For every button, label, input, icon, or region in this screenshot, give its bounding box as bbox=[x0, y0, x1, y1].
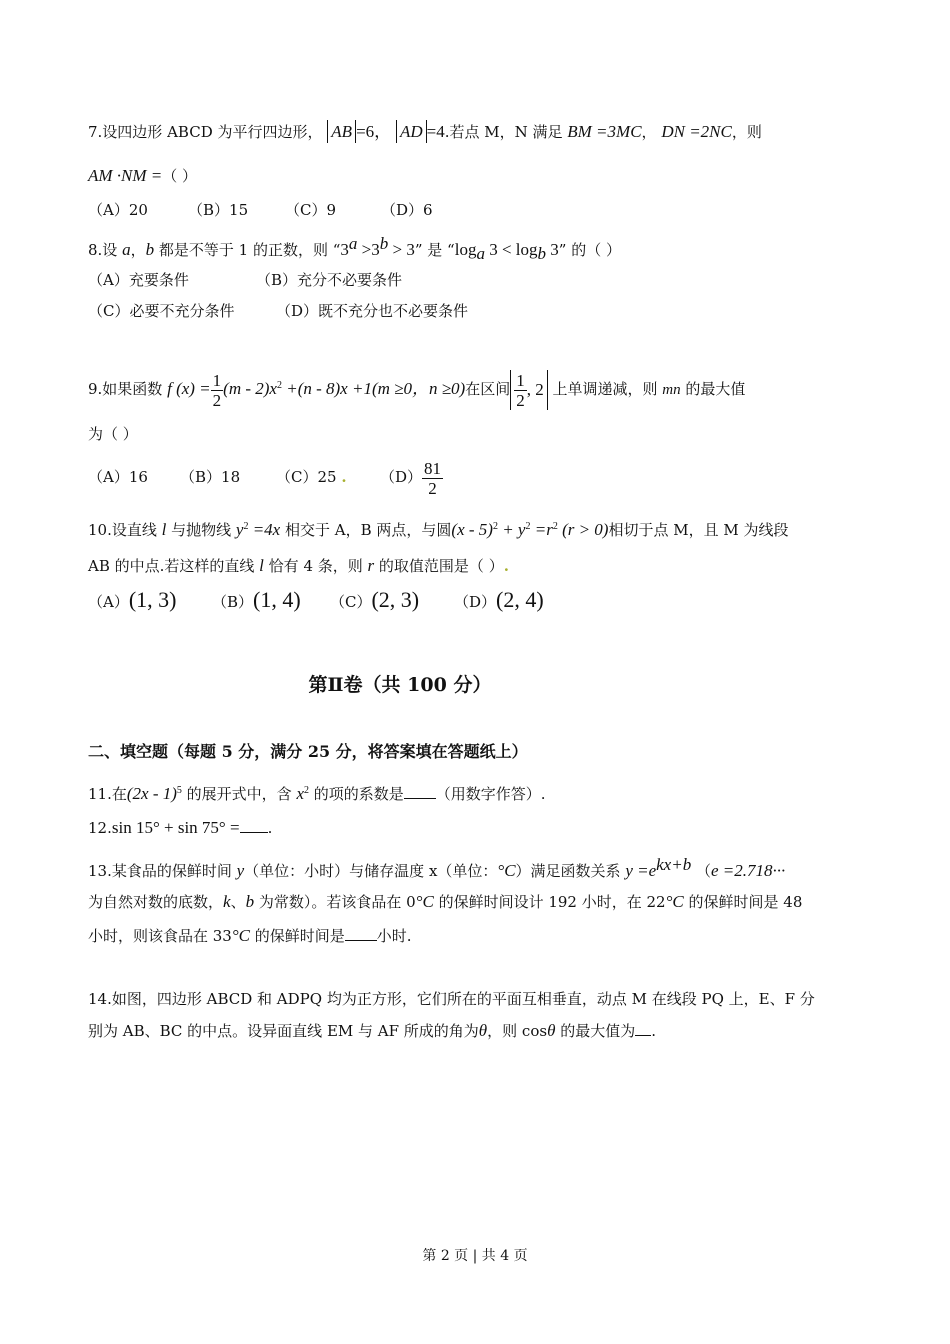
q10-options bbox=[88, 587, 544, 612]
q9-stem bbox=[88, 366, 745, 410]
var-l: l bbox=[161, 520, 167, 539]
q13-text: 、 bbox=[230, 893, 246, 911]
q13-line2 bbox=[88, 892, 802, 912]
math-sub: a bbox=[476, 244, 485, 263]
math-sup: 2 bbox=[243, 521, 249, 532]
q13-text: ）满足函数关系 bbox=[515, 862, 626, 880]
math: (r > 0) bbox=[557, 520, 609, 539]
math: e =2.718··· bbox=[710, 861, 786, 880]
math-sup: kx+b bbox=[656, 855, 692, 874]
math: log bbox=[515, 240, 538, 259]
denominator: 2 bbox=[428, 478, 437, 498]
page-footer: 第 2 页 | 共 4 页 bbox=[422, 1248, 528, 1264]
numerator: 1 bbox=[212, 370, 222, 390]
math: , 2 bbox=[526, 380, 544, 399]
q14-text: 别为 AB、BC 的中点。设异面直线 EM 与 AF 所成的角为 bbox=[88, 1022, 479, 1040]
q14-text: ，则 cos bbox=[487, 1022, 548, 1040]
math: 3 < bbox=[484, 240, 516, 259]
var-k: k bbox=[223, 892, 231, 911]
vector-product: AM ·NM = bbox=[88, 166, 163, 185]
q11-text: （用数字作答）. bbox=[435, 785, 546, 803]
vector-dn: DN =2NC bbox=[661, 122, 732, 141]
q13-text: 为常数）。若该食品在 0 bbox=[254, 893, 416, 911]
math: y bbox=[235, 520, 244, 539]
math-sup: 2 bbox=[552, 521, 558, 532]
q8-text: ， bbox=[130, 241, 146, 259]
option-value: (1, 4) bbox=[253, 587, 301, 612]
denominator: 2 bbox=[516, 390, 525, 410]
vector-bm: BM =3MC bbox=[567, 122, 642, 141]
answer-blank[interactable] bbox=[404, 784, 436, 799]
q8-stem bbox=[88, 234, 621, 264]
q10-text: 相交于 A，B 两点，与圆 bbox=[280, 521, 452, 539]
math: >3 bbox=[357, 240, 380, 259]
q12-text: 12. bbox=[88, 819, 112, 837]
option-label: （B） bbox=[212, 593, 254, 611]
answer-blank[interactable] bbox=[345, 926, 377, 941]
math: > 3 bbox=[388, 240, 415, 259]
fraction-half bbox=[211, 371, 224, 410]
q12 bbox=[88, 818, 272, 838]
q8-options-row1 bbox=[88, 270, 402, 290]
math: x bbox=[296, 784, 304, 803]
denominator: 2 bbox=[212, 390, 222, 410]
option-d: （D）6 bbox=[381, 201, 433, 219]
option-label: （A） bbox=[88, 593, 129, 611]
q8-text: 8.设 bbox=[88, 241, 123, 259]
part2-title: 第Ⅱ卷（共 100 分） bbox=[308, 674, 492, 696]
celsius: °C bbox=[497, 861, 516, 880]
math: 3 bbox=[546, 240, 559, 259]
q13-text: 小时. bbox=[376, 927, 412, 945]
var-r: r bbox=[367, 556, 375, 575]
math: log bbox=[454, 240, 477, 259]
q11-text: 的项的系数是 bbox=[308, 785, 404, 803]
q10-stem-line2 bbox=[88, 556, 509, 576]
q14-text: 的最大值为 bbox=[555, 1022, 636, 1040]
option-c: （C）必要不充分条件 bbox=[88, 302, 235, 320]
option-b bbox=[212, 587, 330, 612]
math: (m - 2)x bbox=[223, 379, 277, 398]
abs-ab: AB bbox=[327, 120, 356, 143]
q10-text: 10.设直线 bbox=[88, 521, 162, 539]
q13-line3 bbox=[88, 926, 412, 946]
math: (2x - 1) bbox=[126, 784, 177, 803]
section-heading: 二、填空题（每题 5 分，满分 25 分，将答案填在答题纸上） bbox=[88, 742, 528, 761]
fraction bbox=[514, 371, 527, 410]
q9-text: 上单调递减，则 bbox=[552, 380, 663, 398]
var-b: b bbox=[245, 892, 255, 911]
q9-text: 的最大值 bbox=[680, 380, 746, 398]
var-y: y bbox=[236, 861, 245, 880]
math: mn bbox=[662, 382, 681, 398]
math-sup: b bbox=[379, 234, 389, 253]
q8-text: ” 是 “ bbox=[414, 241, 455, 259]
var-theta: θ bbox=[547, 1021, 556, 1040]
var-b: b bbox=[145, 240, 155, 259]
q9-text: 在区间 bbox=[465, 380, 511, 398]
q10-stem bbox=[88, 517, 789, 540]
math-sup: 2 bbox=[525, 521, 531, 532]
q10-text: 相切于点 M，且 M 为线段 bbox=[608, 521, 789, 539]
q10-text: AB 的中点.若这样的直线 bbox=[88, 557, 260, 575]
q9-options bbox=[88, 456, 443, 498]
mark-dot: . bbox=[503, 557, 509, 575]
mark-dot: . bbox=[341, 468, 347, 486]
math-sup: 5 bbox=[176, 785, 182, 796]
q10-text: 的取值范围是（ ） bbox=[374, 557, 504, 575]
q13-text: 为自然对数的底数， bbox=[88, 893, 224, 911]
option-value: (2, 3) bbox=[371, 587, 420, 612]
q7-text: .若点 M，N 满足 bbox=[444, 123, 568, 141]
math: 3 bbox=[340, 240, 349, 259]
answer-paren: （ ） bbox=[162, 167, 198, 185]
interval bbox=[510, 370, 548, 410]
option-c: （C）25 bbox=[276, 468, 337, 486]
q11-text: 的展开式中，含 bbox=[181, 785, 297, 803]
q7-options bbox=[88, 200, 433, 220]
celsius: °C bbox=[665, 892, 684, 911]
answer-blank[interactable] bbox=[635, 1021, 651, 1036]
q14-line2 bbox=[88, 1021, 656, 1041]
q13-text: （单位：小时）与储存温度 x（单位： bbox=[244, 862, 498, 880]
q9-stem-line2: 为（ ） bbox=[88, 425, 138, 443]
q7-text: ， bbox=[641, 123, 657, 141]
q13-text: 的保鲜时间是 bbox=[250, 927, 345, 945]
var-a: a bbox=[122, 240, 131, 259]
q12-text: . bbox=[267, 819, 273, 837]
option-d: （D）既不充分也不必要条件 bbox=[276, 302, 469, 320]
math: sin 15° + sin 75° = bbox=[111, 818, 240, 837]
math: y =e bbox=[625, 861, 657, 880]
math: +(n - 8)x +1(m ≥0，n ≥0) bbox=[281, 379, 466, 398]
option-b: （B）18 bbox=[180, 468, 241, 486]
q13-text: （ bbox=[691, 862, 711, 880]
option-value: (2, 4) bbox=[496, 587, 544, 612]
option-a: （A）20 bbox=[88, 201, 148, 219]
option-b: （B）充分不必要条件 bbox=[256, 271, 403, 289]
option-a: （A）16 bbox=[88, 468, 148, 486]
option-b: （B）15 bbox=[188, 201, 249, 219]
q14-line1: 14.如图，四边形 ABCD 和 ADPQ 均为正方形，它们所在的平面互相垂直，动点 M 在线段 PQ 上，E、F 分 bbox=[88, 990, 815, 1008]
q8-options-row2 bbox=[88, 301, 468, 321]
fraction-81-2 bbox=[422, 459, 443, 498]
q8-text: 都是不等于 1 的正数，则 “ bbox=[154, 241, 341, 259]
q13-line1 bbox=[88, 855, 785, 881]
math-sup: 2 bbox=[303, 785, 309, 796]
option-c: （C）9 bbox=[285, 201, 337, 219]
q7-stem-line2 bbox=[88, 166, 197, 186]
q10-text: 与抛物线 bbox=[166, 521, 236, 539]
math-sup: a bbox=[348, 234, 358, 253]
option-label: （D） bbox=[454, 593, 497, 611]
math: (x - 5) bbox=[451, 520, 493, 539]
numerator: 1 bbox=[516, 370, 525, 390]
option-a: （A）充要条件 bbox=[88, 271, 189, 289]
q13-text: 小时，则该食品在 33 bbox=[88, 927, 232, 945]
option-label: （C） bbox=[330, 593, 372, 611]
abs-ad: AD bbox=[396, 120, 427, 143]
option-d bbox=[454, 587, 544, 612]
q13-text: 的保鲜时间设计 192 小时，在 22 bbox=[433, 893, 666, 911]
numerator: 81 bbox=[424, 458, 442, 478]
option-c bbox=[330, 587, 454, 612]
math: =4x bbox=[248, 520, 281, 539]
math: + y bbox=[497, 520, 526, 539]
q11 bbox=[88, 781, 546, 804]
q7-text: ，则 bbox=[731, 123, 762, 141]
q13-text: 的保鲜时间是 48 bbox=[683, 893, 803, 911]
math: =r bbox=[530, 520, 553, 539]
math-sup: 2 bbox=[276, 380, 282, 391]
q9-text: 9.如果函数 bbox=[88, 380, 168, 398]
celsius: °C bbox=[231, 926, 250, 945]
celsius: °C bbox=[415, 892, 434, 911]
q14-text: . bbox=[651, 1022, 656, 1040]
math-sup: 2 bbox=[492, 521, 498, 532]
var-l: l bbox=[259, 556, 264, 575]
ab-value: =6， bbox=[356, 122, 392, 141]
q13-text: 13.某食品的保鲜时间 bbox=[88, 862, 237, 880]
option-a bbox=[88, 587, 212, 612]
option-d: （D） bbox=[380, 468, 423, 486]
q8-text: ” 的（ ） bbox=[558, 241, 621, 259]
answer-blank[interactable] bbox=[240, 818, 268, 833]
q11-text: 11.在 bbox=[88, 785, 127, 803]
ad-value: =4 bbox=[426, 122, 445, 141]
q10-text: 恰有 4 条，则 bbox=[263, 557, 368, 575]
math-sub: b bbox=[537, 244, 547, 263]
q7-stem-line1 bbox=[88, 122, 762, 142]
q7-text: 7.设四边形 ABCD 为平行四边形， bbox=[88, 123, 323, 141]
option-value: (1, 3) bbox=[128, 587, 177, 612]
var-theta: θ bbox=[478, 1021, 488, 1040]
math: f (x) = bbox=[167, 379, 211, 398]
